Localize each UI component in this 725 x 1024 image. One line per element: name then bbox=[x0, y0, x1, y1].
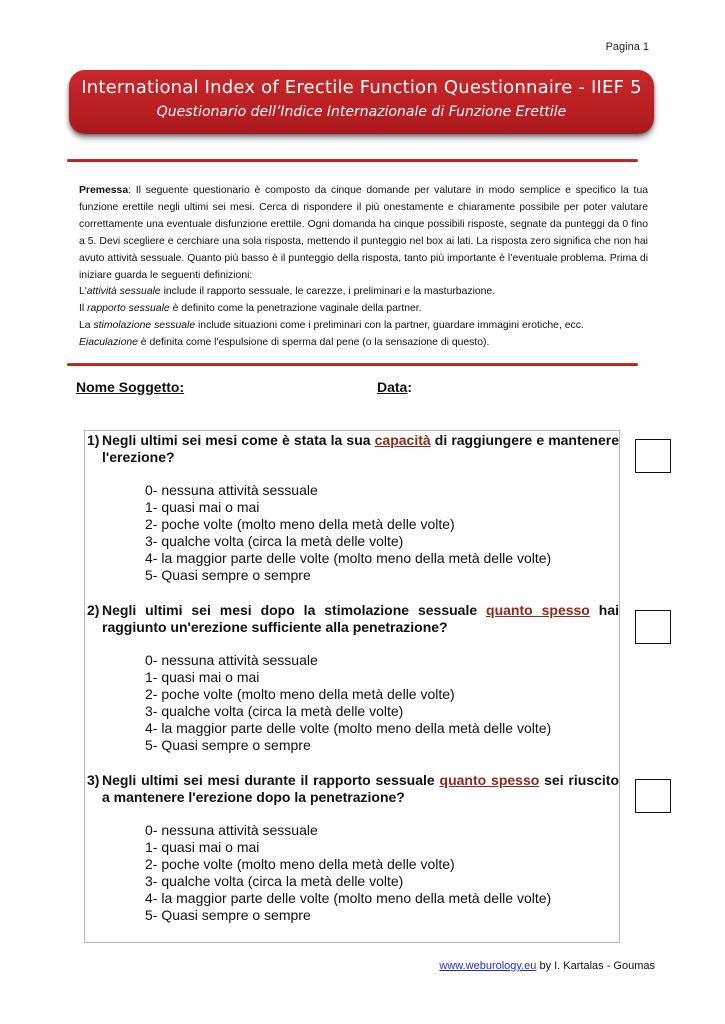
subject-name-text: Nome Soggetto: bbox=[76, 379, 185, 395]
score-box-question-1[interactable] bbox=[635, 439, 671, 473]
question-1-options bbox=[145, 482, 551, 585]
page-number: Pagina 1 bbox=[605, 41, 649, 53]
option-3[interactable]: 3- qualche volta (circa la metà delle volte) bbox=[145, 873, 404, 890]
question-text-start: Negli ultimi sei mesi come è stata la sua bbox=[102, 432, 375, 448]
option-0[interactable]: 0- nessuna attività sessuale bbox=[145, 822, 318, 838]
title-banner bbox=[69, 70, 654, 134]
question-number: 3) bbox=[87, 772, 100, 788]
divider-top bbox=[67, 159, 638, 162]
question-text bbox=[87, 772, 619, 806]
option-0[interactable]: 0- nessuna attività sessuale bbox=[145, 482, 318, 498]
question-highlight: quanto spesso bbox=[486, 602, 590, 618]
premessa-paragraph bbox=[79, 183, 648, 284]
def-prefix: Il bbox=[79, 303, 88, 315]
question-highlight: capacità bbox=[374, 432, 431, 448]
def-prefix: L' bbox=[79, 286, 87, 298]
def-body: include il rapporto sessuale, le carezze, i preliminari e la masturbazione. bbox=[160, 286, 496, 298]
option-3[interactable]: 3- qualche volta (circa la metà delle volte) bbox=[145, 533, 404, 550]
question-text-end: sei riuscito a mantenere l'erezione dopo la penetrazione? bbox=[102, 772, 619, 805]
question-text-start: Negli ultimi sei mesi durante il rapporto sessuale bbox=[102, 772, 440, 788]
date-label bbox=[377, 379, 412, 395]
definition-stimolazione bbox=[79, 318, 648, 335]
subject-name-label bbox=[76, 379, 184, 395]
date-colon: : bbox=[407, 379, 413, 395]
option-5[interactable]: 5- Quasi sempre o sempre bbox=[145, 567, 311, 584]
website-link[interactable]: www.weburology.eu bbox=[439, 960, 537, 972]
question-number: 2) bbox=[87, 602, 100, 618]
question-3-options bbox=[145, 822, 551, 925]
def-body: è definito come la penetrazione vaginale della partner. bbox=[169, 303, 422, 315]
option-4[interactable]: 4- la maggior parte delle volte (molto meno della metà delle volte) bbox=[145, 550, 552, 567]
premessa-label: Premessa bbox=[79, 185, 129, 196]
option-1[interactable]: 1- quasi mai o mai bbox=[145, 839, 260, 856]
author-credit: by I. Kartalas - Goumas bbox=[536, 960, 655, 972]
def-term: rapporto sessuale bbox=[87, 303, 170, 315]
def-term: stimolazione sessuale bbox=[93, 320, 196, 332]
document-subtitle: Questionario dell’Indice Internazionale di Funzione Erettile bbox=[156, 104, 567, 120]
option-4[interactable]: 4- la maggior parte delle volte (molto meno della metà delle volte) bbox=[145, 890, 552, 907]
option-5[interactable]: 5- Quasi sempre o sempre bbox=[145, 907, 311, 924]
option-2[interactable]: 2- poche volte (molto meno della metà delle volte) bbox=[145, 856, 455, 873]
option-2[interactable]: 2- poche volte (molto meno della metà delle volte) bbox=[145, 516, 455, 533]
option-4[interactable]: 4- la maggior parte delle volte (molto meno della metà delle volte) bbox=[145, 720, 552, 737]
option-5[interactable]: 5- Quasi sempre o sempre bbox=[145, 737, 311, 754]
option-3[interactable]: 3- qualche volta (circa la metà delle volte) bbox=[145, 703, 404, 720]
definition-attivita bbox=[79, 284, 648, 301]
definition-rapporto bbox=[79, 301, 648, 318]
question-highlight: quanto spesso bbox=[439, 772, 540, 788]
def-term: Eiaculazione bbox=[79, 337, 138, 349]
premessa-text: : Il seguente questionario è composto da cinque domande per valutare in modo semplice e specifico la tua funzione erettile negli ultimi sei mesi. Cerca di rispondere il più onestamente e chiaramente possibile per poter valutare correttamente una eventuale disfunzione erettile. Ogni domanda ha cinque possibili risposte, segnate da punteggi da 0 fino a 5. Devi scegliere e cerchiare una sola risposta, mettendo il punteggio nel box ai lati. La risposta zero significa che non hai avuto attività sessuale. Quanto più basso è il punteggio della risposta, tanto più importante è l’eventuale problema. Prima di iniziare guarda le seguenti definizioni: bbox=[79, 185, 648, 281]
question-2 bbox=[87, 602, 619, 636]
question-text bbox=[87, 602, 619, 636]
intro-section bbox=[79, 183, 648, 352]
def-body: è definita come l'espulsione di sperma dal pene (o la sensazione di questo). bbox=[137, 337, 490, 349]
date-text: Data bbox=[377, 379, 408, 395]
option-0[interactable]: 0- nessuna attività sessuale bbox=[145, 652, 318, 668]
def-prefix: La bbox=[79, 320, 94, 332]
option-1[interactable]: 1- quasi mai o mai bbox=[145, 499, 260, 516]
score-box-question-3[interactable] bbox=[635, 779, 671, 813]
question-text-end: di raggiungere e mantenere l'erezione? bbox=[102, 432, 620, 465]
question-text-start: Negli ultimi sei mesi dopo la stimolazione sessuale bbox=[102, 602, 487, 618]
option-1[interactable]: 1- quasi mai o mai bbox=[145, 669, 260, 686]
question-text-end: hai raggiunto un'erezione sufficiente alla penetrazione? bbox=[102, 602, 619, 635]
option-2[interactable]: 2- poche volte (molto meno della metà delle volte) bbox=[145, 686, 455, 703]
score-box-question-2[interactable] bbox=[635, 610, 671, 644]
question-number: 1) bbox=[87, 432, 100, 448]
question-3 bbox=[87, 772, 619, 806]
def-body: include situazioni come i preliminari con la partner, guardare immagini erotiche, ecc. bbox=[195, 320, 584, 332]
def-term: attività sessuale bbox=[86, 286, 161, 298]
footer-credit bbox=[439, 960, 655, 972]
divider-bottom bbox=[67, 363, 638, 366]
question-1 bbox=[87, 432, 619, 466]
document-title: International Index of Erectile Function Questionnaire - IIEF 5 bbox=[81, 77, 642, 98]
definition-eiaculazione bbox=[79, 335, 648, 352]
question-text bbox=[87, 432, 619, 466]
question-2-options bbox=[145, 652, 551, 755]
